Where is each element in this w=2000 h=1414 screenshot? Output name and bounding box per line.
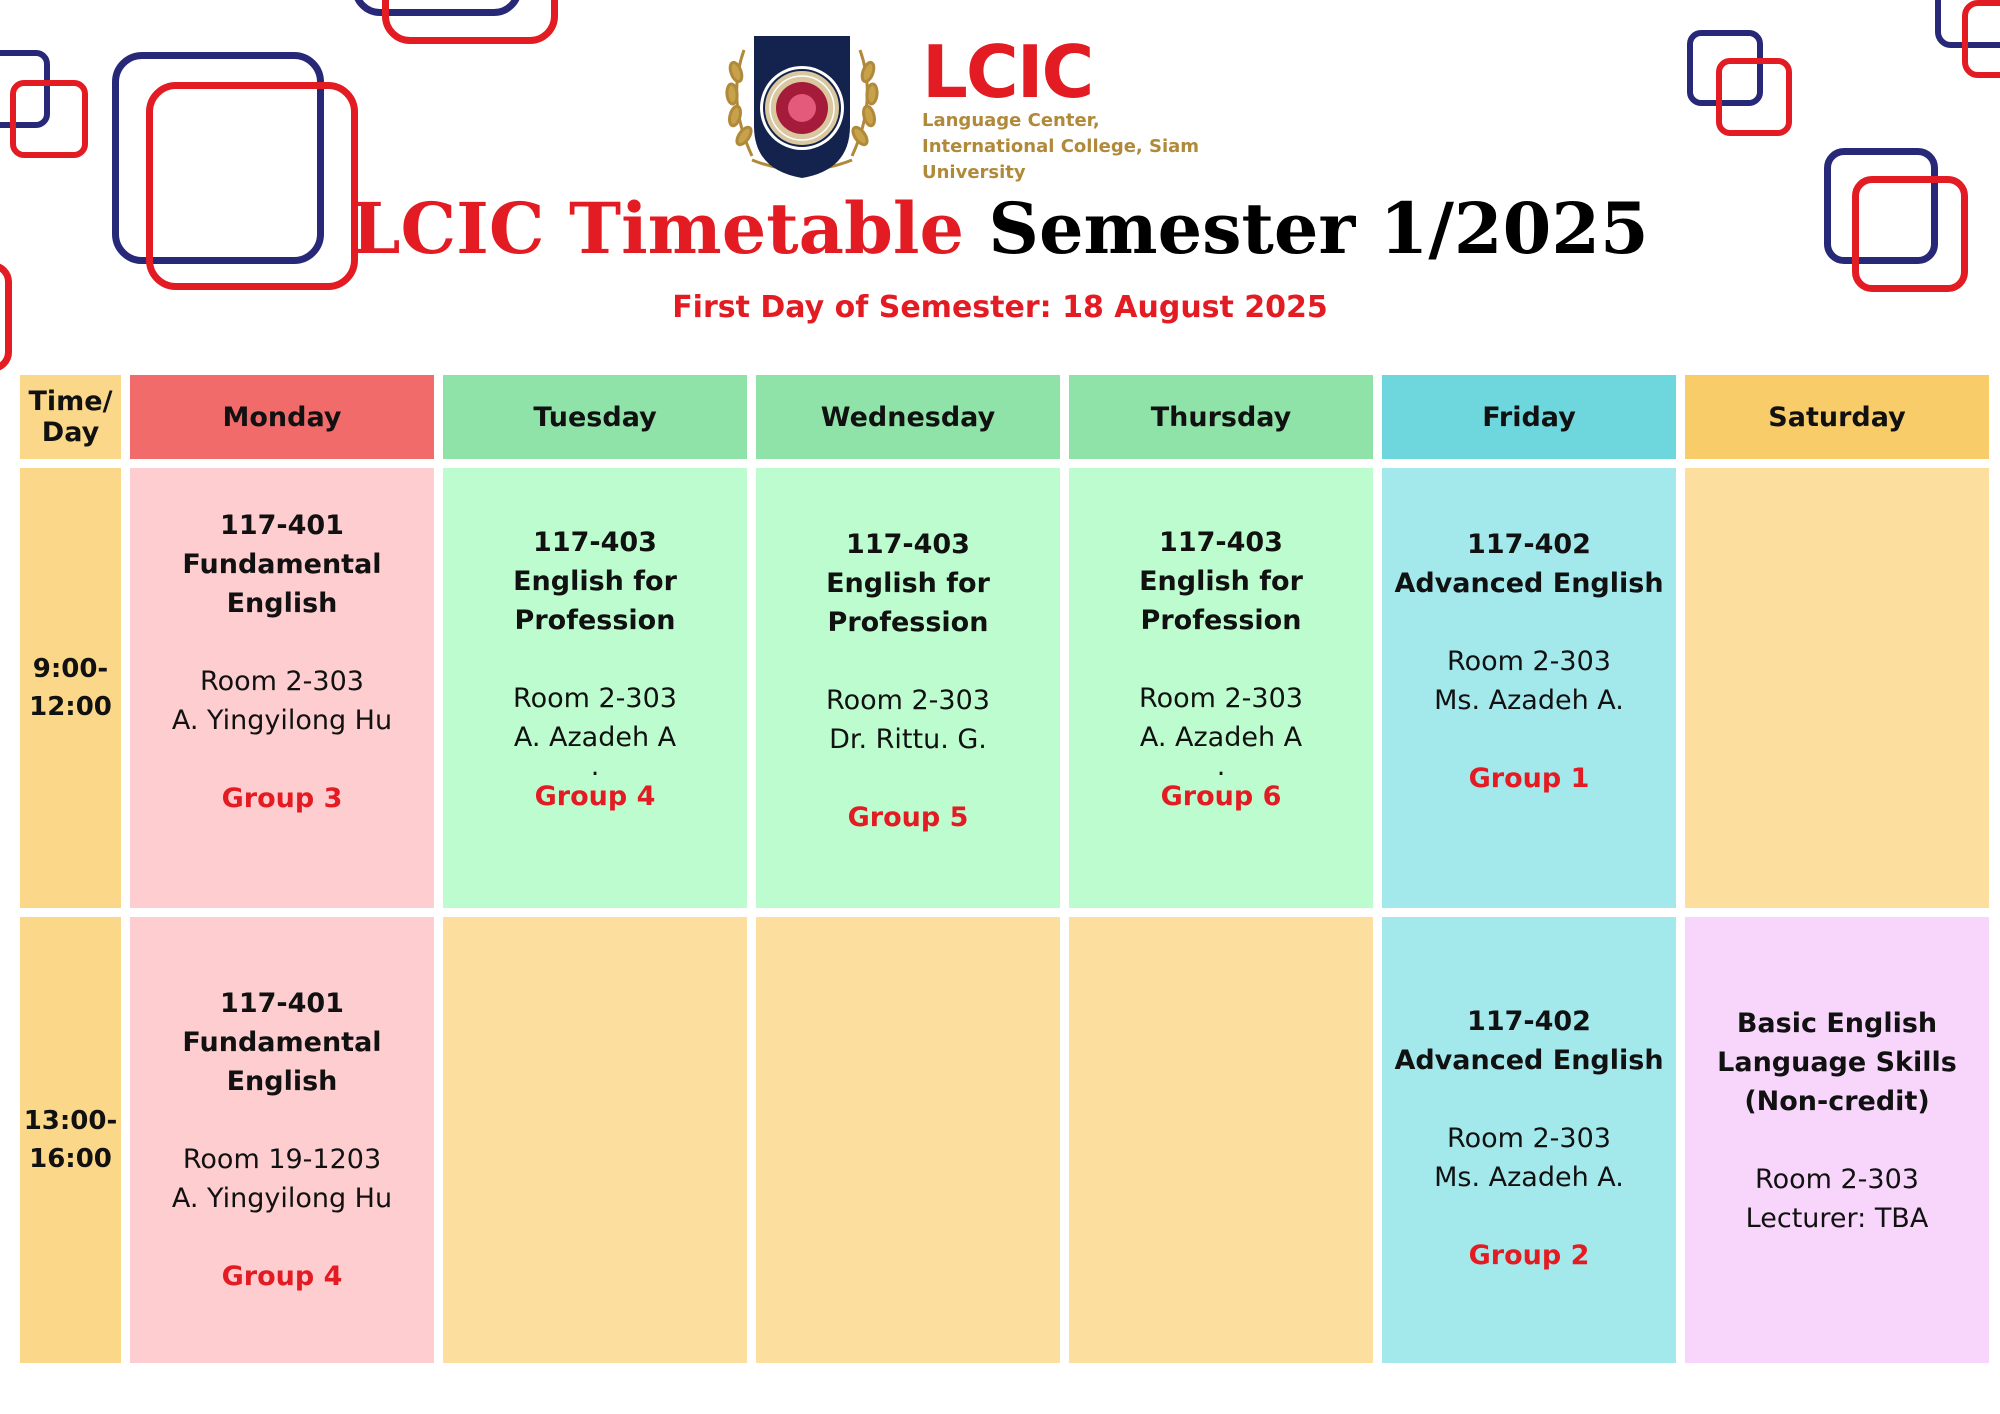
header-tuesday: Tuesday [443,375,747,459]
header-thursday: Thursday [1069,375,1373,459]
group-label: Group 2 [1468,1240,1590,1271]
course-code: 117-403 [846,529,970,560]
time-slot-morning [20,468,121,908]
room: Room 19-1203 [182,1144,382,1175]
group-label: Group 3 [221,783,343,814]
dot-mark: . [1216,751,1226,782]
group-label: Group 4 [534,781,656,812]
lecturer: A. Yingyilong Hu [171,705,393,736]
course-name: English [226,1066,338,1097]
course-code: 117-401 [220,510,344,541]
header-saturday: Saturday [1685,375,1989,459]
lecturer: Dr. Rittu. G. [829,724,987,755]
dot-mark: . [590,751,600,782]
class-cell-sat-pm [1685,917,1989,1363]
course-name: English for [826,568,990,599]
header-day-line2: Day [41,417,100,448]
logo-subtitle-line1: Language Center, [922,110,1100,131]
room: Room 2-303 [200,666,364,697]
room: Room 2-303 [1447,1123,1611,1154]
time-end: 16:00 [29,1144,112,1174]
room: Room 2-303 [1139,683,1303,714]
course-name: Profession [514,605,676,636]
course-name: English for [1139,566,1303,597]
empty-cell-sat-am [1685,468,1989,908]
course-name: Profession [827,607,989,638]
group-label: Group 6 [1160,781,1282,812]
group-label: Group 5 [847,802,969,833]
university-crest-icon [722,30,882,182]
title-part1: LCIC Timetable [351,187,965,270]
class-cell-wed-am [756,468,1060,908]
course-name: Advanced English [1394,1045,1664,1076]
course-name: Fundamental [182,549,382,580]
lecturer: Lecturer: TBA [1745,1203,1929,1234]
lecturer: A. Azadeh A [1139,722,1303,753]
decor-square [1716,58,1792,136]
course-name: Basic English [1736,1008,1938,1039]
header-time-day [20,375,121,459]
course-code: 117-403 [1159,527,1283,558]
header-time-line1: Time/ [28,386,113,417]
course-code: 117-402 [1467,529,1591,560]
lcic-logo [722,30,1282,190]
decor-square [10,80,88,158]
decor-square [382,0,558,44]
room: Room 2-303 [826,685,990,716]
course-code: 117-402 [1467,1006,1591,1037]
lcic-wordmark: LCIC [922,30,1093,114]
class-cell-fri-pm [1382,917,1676,1363]
group-label: Group 4 [221,1261,343,1292]
room: Room 2-303 [1755,1164,1919,1195]
decor-square [1962,0,2000,78]
page-title [0,186,2000,272]
empty-cell-thu-pm [1069,917,1373,1363]
first-day-subtitle: First Day of Semester: 18 August 2025 [672,290,1328,325]
class-cell-mon-am [130,468,434,908]
logo-subtitle-line2: International College, Siam University [922,136,1200,183]
class-cell-fri-am [1382,468,1676,908]
lecturer: A. Azadeh A [513,722,677,753]
room: Room 2-303 [513,683,677,714]
header-wednesday: Wednesday [756,375,1060,459]
course-name: Language Skills [1717,1047,1957,1078]
time-end: 12:00 [29,692,112,722]
lecturer: Ms. Azadeh A. [1434,685,1624,716]
header-monday: Monday [130,375,434,459]
course-name: Advanced English [1394,568,1664,599]
course-code: 117-401 [220,988,344,1019]
course-name: English [226,588,338,619]
empty-cell-wed-pm [756,917,1060,1363]
class-cell-thu-am [1069,468,1373,908]
course-name: English for [513,566,677,597]
time-slot-afternoon [20,917,121,1363]
class-cell-tue-am [443,468,747,908]
course-name: Fundamental [182,1027,382,1058]
group-label: Group 1 [1468,763,1590,794]
room: Room 2-303 [1447,646,1611,677]
title-part2: Semester 1/2025 [988,187,1649,270]
course-code: 117-403 [533,527,657,558]
course-name: (Non-credit) [1744,1086,1930,1117]
lecturer: A. Yingyilong Hu [171,1183,393,1214]
course-name: Profession [1140,605,1302,636]
class-cell-mon-pm [130,917,434,1363]
time-start: 9:00- [32,654,109,684]
timetable-grid [20,375,1980,1351]
header-friday: Friday [1382,375,1676,459]
logo-subtitle [922,108,1282,186]
empty-cell-tue-pm [443,917,747,1363]
time-start: 13:00- [23,1106,118,1136]
lecturer: Ms. Azadeh A. [1434,1162,1624,1193]
